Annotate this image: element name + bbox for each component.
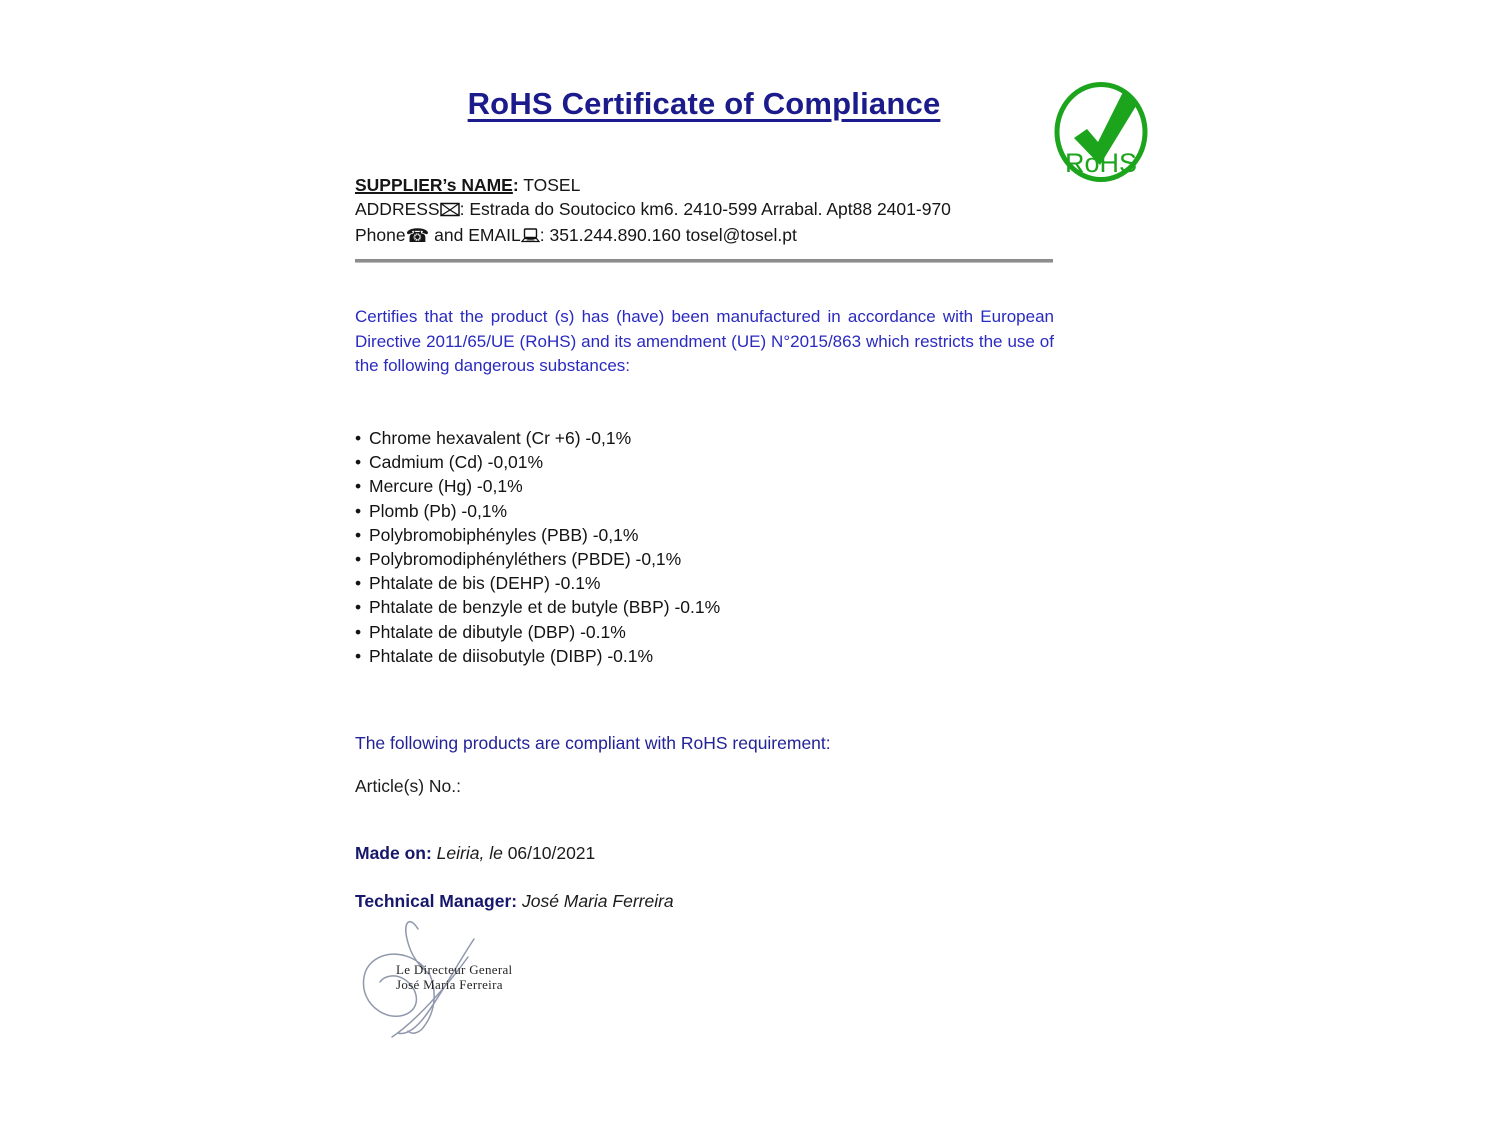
substance-text: Chrome hexavalent (Cr +6) -0,1% xyxy=(369,428,632,448)
substance-item xyxy=(355,474,720,498)
envelope-icon xyxy=(440,199,460,223)
supplier-address-line xyxy=(355,197,951,223)
made-on-label: Made on: xyxy=(355,843,432,863)
substance-text: Phtalate de benzyle et de butyle (BBP) -0.1% xyxy=(369,597,721,618)
substance-item xyxy=(355,571,720,595)
email-label: and EMAIL xyxy=(429,225,521,245)
substances-list xyxy=(355,426,720,668)
made-on-line xyxy=(355,843,595,864)
supplier-name-colon: : xyxy=(512,175,519,195)
substance-text: Polybromobiphényles (PBB) -0,1% xyxy=(369,524,639,545)
substance-text: Phtalate de bis (DEHP) -0.1% xyxy=(369,573,601,594)
technical-manager-label: Technical Manager: xyxy=(355,891,518,911)
substance-item xyxy=(355,426,720,450)
supplier-block xyxy=(355,173,951,249)
substance-text: Cadmium (Cd) -0,01% xyxy=(369,452,544,473)
substance-item xyxy=(355,523,720,547)
rohs-logo-label: RoHS xyxy=(1064,148,1138,178)
divider-line xyxy=(355,259,1053,263)
substance-text: Phtalate de dibutyle (DBP) -0.1% xyxy=(369,621,626,642)
substance-item xyxy=(355,547,720,571)
page-title: RoHS Certificate of Compliance xyxy=(467,86,941,121)
certification-paragraph: Certifies that the product (s) has (have) been manufactured in accordance with European Directive 2011/65/UE (RoHS) and its amendment (UE) N°2015/863 which restricts the use of the following dangerous substances: xyxy=(355,307,1054,376)
substance-text: Plomb (Pb) -0,1% xyxy=(369,500,508,521)
substance-item xyxy=(355,644,720,668)
made-on-place: Leiria, le xyxy=(431,843,508,863)
supplier-contact-line xyxy=(355,223,951,249)
phone-icon: ☎ xyxy=(405,225,430,247)
address-label: ADDRESS xyxy=(355,199,440,219)
computer-icon xyxy=(521,225,540,249)
rohs-logo xyxy=(1052,80,1150,185)
supplier-name-line xyxy=(355,173,951,197)
signature-caption-line1: Le Directeur General xyxy=(396,962,513,977)
substance-text: Polybromodiphényléthers (PBDE) -0,1% xyxy=(369,549,682,570)
supplier-name-label: SUPPLIER’s NAME xyxy=(355,175,513,195)
substance-item xyxy=(355,450,720,474)
substance-item xyxy=(355,620,720,644)
phone-label: Phone xyxy=(355,225,406,245)
substance-text: Phtalate de diisobutyle (DIBP) -0.1% xyxy=(369,645,654,666)
substance-item xyxy=(355,499,720,523)
address-value: : Estrada do Soutocico km6. 2410-599 Arrabal. Apt88 2401-970 xyxy=(459,199,951,219)
compliance-statement: The following products are compliant with RoHS requirement: xyxy=(355,733,831,753)
signature-caption xyxy=(396,963,512,992)
technical-manager-value: José Maria Ferreira xyxy=(517,891,674,911)
supplier-name-value: TOSEL xyxy=(518,175,581,195)
rohs-check-icon xyxy=(1052,80,1150,185)
substance-text: Mercure (Hg) -0,1% xyxy=(369,476,523,497)
substance-item xyxy=(355,595,720,619)
made-on-date: 06/10/2021 xyxy=(507,843,596,863)
signature-caption-line2: José Maria Ferreira xyxy=(396,976,503,992)
articles-label: Article(s) No.: xyxy=(355,776,461,796)
technical-manager-line xyxy=(355,891,674,912)
contact-value: : 351.244.890.160 tosel@tosel.pt xyxy=(539,225,797,245)
